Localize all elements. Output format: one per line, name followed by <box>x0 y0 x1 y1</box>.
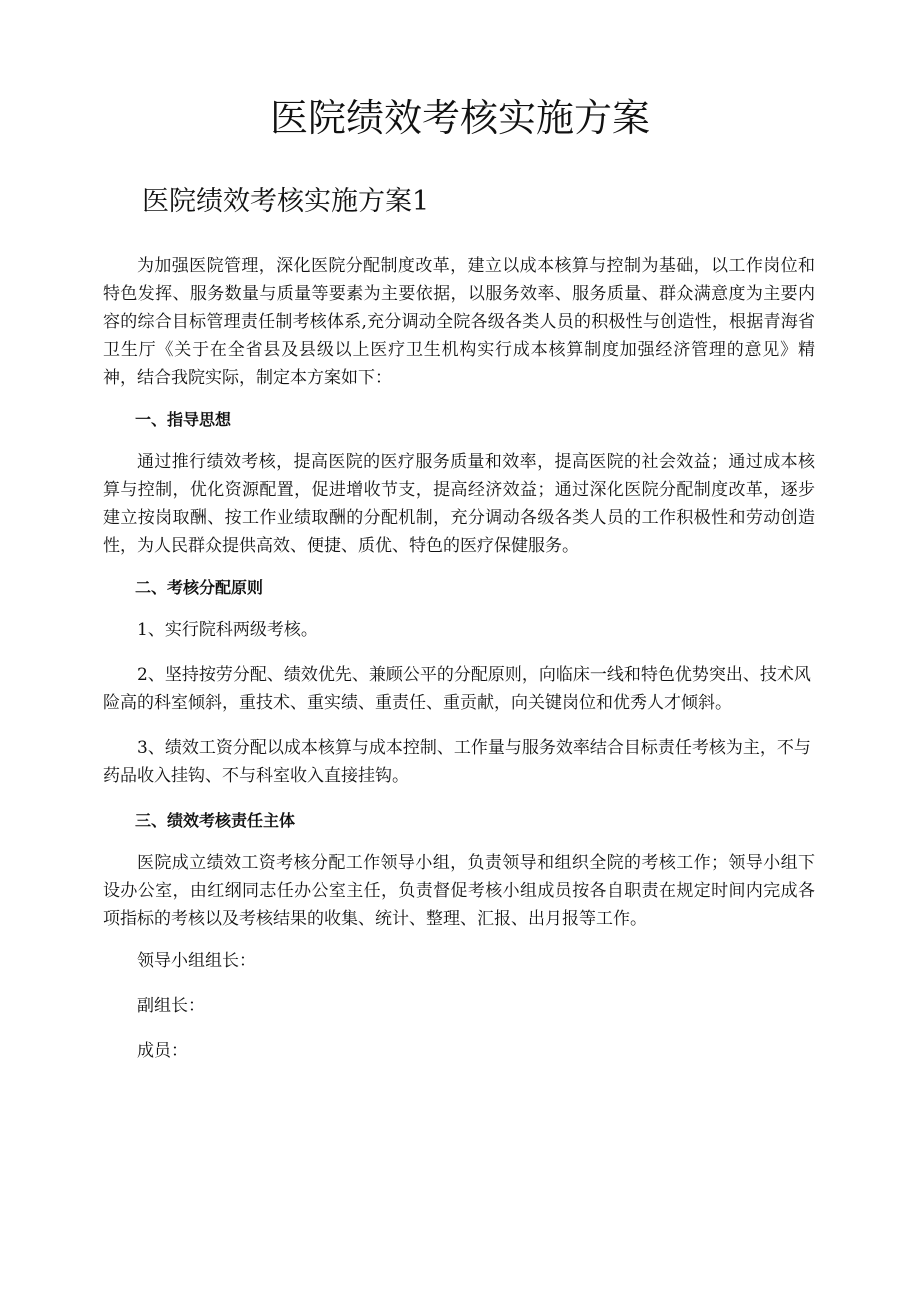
guiding-ideology-paragraph: 通过推行绩效考核，提高医院的医疗服务质量和效率，提高医院的社会效益；通过成本核算与控制，优化资源配置，促进增收节支，提高经济效益；通过深化医院分配制度改革，逐步建立按岗取酬、按工作业绩取酬的分配机制，充分调动各级各类人员的工作积极性和劳动创造性，为人民群众提供高效、便捷、质优、特色的医疗保健服务。 <box>103 452 815 556</box>
heading-responsibility: 三、绩效考核责任主体 <box>135 811 296 830</box>
section-title: 医院绩效考核实施方案1 <box>142 186 430 217</box>
heading-guiding-ideology: 一、指导思想 <box>135 410 232 429</box>
members-line: 成员： <box>137 1041 188 1061</box>
heading-distribution-principles: 二、考核分配原则 <box>135 578 264 597</box>
principle-item-2: 2、坚持按劳分配、绩效优先、兼顾公平的分配原则，向临床一线和特色优势突出、技术风险高的科室倾斜，重技术、重实绩、重责任、重贡献，向关键岗位和优秀人才倾斜。 <box>103 665 811 713</box>
principle-item-3: 3、绩效工资分配以成本核算与成本控制、工作量与服务效率结合目标责任考核为主，不与药品收入挂钩、不与科室收入直接挂钩。 <box>103 738 811 786</box>
document-body <box>103 252 815 1082</box>
document-title: 医院绩效考核实施方案 <box>269 96 650 140</box>
responsibility-paragraph: 医院成立绩效工资考核分配工作领导小组，负责领导和组织全院的考核工作；领导小组下设办公室，由红纲同志任办公室主任，负责督促考核小组成员按各自职责在规定时间内完成各项指标的考核以及考核结果的收集、统计、整理、汇报、出月报等工作。 <box>103 853 815 929</box>
leader-line: 领导小组组长： <box>137 951 256 971</box>
deputy-line: 副组长： <box>137 996 205 1016</box>
principle-item-1: 1、实行院科两级考核。 <box>137 620 318 640</box>
intro-paragraph: 为加强医院管理，深化医院分配制度改革，建立以成本核算与控制为基础，以工作岗位和特色发挥、服务数量与质量等要素为主要依据，以服务效率、服务质量、群众满意度为主要内容的综合目标管理责任制考核体系,充分调动全院各级各类人员的积极性与创造性，根据青海省卫生厅《关于在全省县及县级以上医疗卫生机构实行成本核算制度加强经济管理的意见》精神，结合我院实际，制定本方案如下： <box>103 256 815 388</box>
